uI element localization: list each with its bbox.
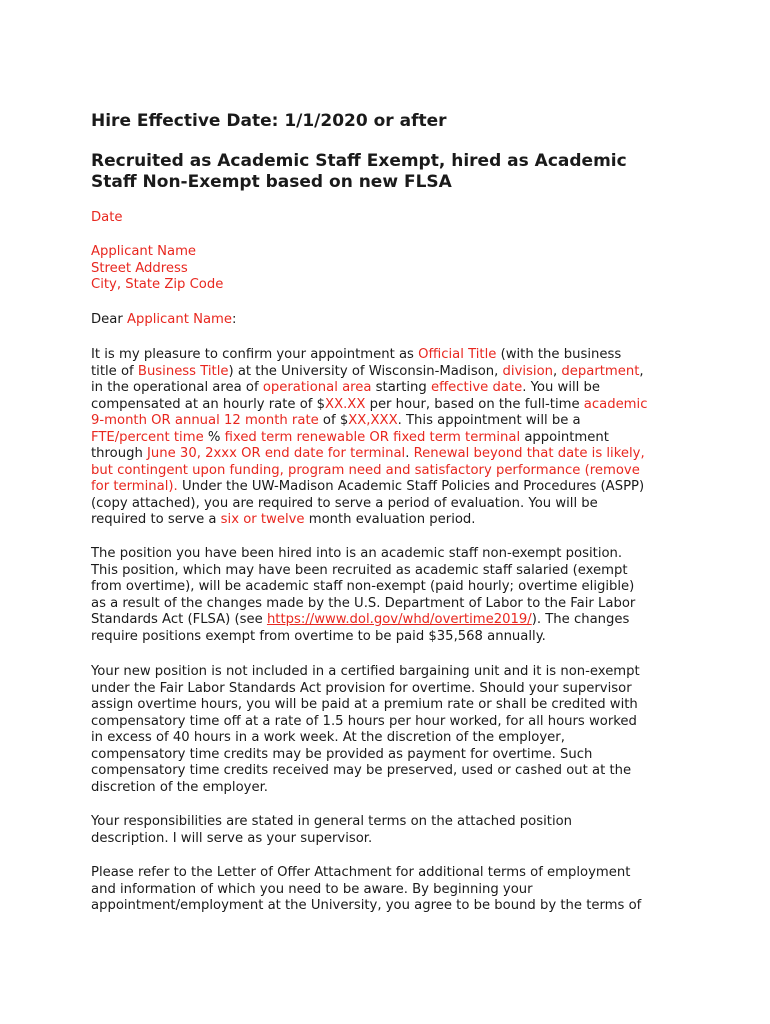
text-run: per hour, based on the full-time bbox=[365, 396, 584, 412]
appointment-paragraph bbox=[91, 347, 691, 529]
effective-date-field: effective date bbox=[430, 380, 523, 395]
flsa-paragraph bbox=[91, 546, 691, 645]
paragraph-line bbox=[91, 430, 691, 447]
paragraph-line bbox=[91, 347, 691, 364]
paragraph-line: description. I will serve as your supervisor. bbox=[91, 830, 373, 846]
text-run: in the operational area of bbox=[91, 380, 263, 395]
text-run: . bbox=[405, 446, 414, 461]
operational-area-field: operational area bbox=[262, 380, 372, 395]
paragraph-line bbox=[91, 364, 691, 381]
responsibilities-paragraph bbox=[91, 814, 691, 847]
overtime-paragraph bbox=[91, 664, 691, 796]
renewal-clause: Renewal beyond that date is likely, bbox=[413, 446, 645, 461]
evaluation-period-field: six or twelve bbox=[220, 512, 305, 527]
paragraph-line: as a result of the changes made by the U.S. Department of Labor to the Fair Labor bbox=[91, 595, 636, 611]
text-run: ). The changes bbox=[531, 612, 630, 627]
paragraph-line: under the Fair Labor Standards Act provision for overtime. Should your supervisor bbox=[91, 680, 632, 696]
paragraph-line: appointment/employment at the University, you agree to be bound by the terms of bbox=[91, 898, 642, 913]
paragraph-line: Your responsibilities are stated in general terms on the attached position bbox=[91, 814, 573, 829]
paragraph-line: compensatory time credits received may be preserved, used or cashed out at the bbox=[91, 763, 632, 778]
annual-rate-field: XX,XXX bbox=[348, 413, 398, 428]
text-run: % bbox=[203, 429, 225, 445]
text-run: . You will be bbox=[522, 380, 600, 395]
renewal-clause: for terminal). bbox=[91, 479, 178, 494]
paragraph-line bbox=[91, 397, 691, 414]
text-run: starting bbox=[371, 380, 431, 395]
applicant-name: Applicant Name bbox=[91, 244, 197, 259]
text-run: through bbox=[91, 446, 148, 461]
text-run: Under the UW-Madison Academic Staff Policies and Procedures (ASPP) bbox=[177, 479, 645, 494]
paragraph-line bbox=[91, 512, 691, 529]
end-date-field: June 30, 2xxx OR end date for terminal bbox=[147, 446, 406, 461]
paragraph-line: require positions exempt from overtime to be paid $35,568 annually. bbox=[91, 628, 546, 644]
text-run: appointment bbox=[520, 429, 609, 445]
paragraph-line bbox=[91, 446, 691, 463]
text-run: , bbox=[639, 363, 644, 379]
dol-overtime-link[interactable]: https://www.dol.gov/whd/overtime2019/ bbox=[266, 612, 532, 627]
text-run: Standards Act (FLSA) (see bbox=[91, 612, 267, 627]
paragraph-line: The position you have been hired into is an academic staff non-exempt position. bbox=[91, 546, 623, 561]
paragraph-line: from overtime), will be academic staff non-exempt (paid hourly; overtime eligible) bbox=[91, 579, 635, 594]
paragraph-line: assign overtime hours, you will be paid at a premium rate or shall be credited with bbox=[91, 697, 638, 712]
paragraph-line bbox=[91, 479, 691, 496]
fte-field: FTE/percent time bbox=[91, 429, 204, 445]
subtitle-line-1: Recruited as Academic Staff Exempt, hired as Academic bbox=[91, 151, 627, 171]
subtitle-line-2: Staff Non-Exempt based on new FLSA bbox=[91, 172, 452, 192]
paragraph-line: Please refer to the Letter of Offer Attachment for additional terms of employment bbox=[91, 865, 631, 880]
rate-basis-field: academic bbox=[583, 396, 648, 412]
official-title-field: Official Title bbox=[418, 347, 497, 362]
hourly-rate-field: XX.XX bbox=[325, 396, 366, 412]
salutation-name: Applicant Name bbox=[126, 312, 233, 327]
text-run: , bbox=[553, 363, 562, 379]
text-run: . This appointment will be a bbox=[397, 413, 581, 428]
division-field: division bbox=[502, 363, 553, 379]
paragraph-line: and information of which you need to be aware. By beginning your bbox=[91, 881, 533, 897]
text-run: month evaluation period. bbox=[304, 512, 476, 527]
hire-effective-date-heading: Hire Effective Date: 1/1/2020 or after bbox=[91, 111, 447, 131]
paragraph-line bbox=[91, 413, 691, 430]
paragraph-line bbox=[91, 380, 691, 397]
text-run: of $ bbox=[318, 413, 349, 428]
appointment-type-field: fixed term renewable OR fixed term terminal bbox=[224, 429, 521, 445]
text-run: title of bbox=[91, 363, 138, 379]
date-placeholder: Date bbox=[91, 210, 123, 225]
business-title-field: Business Title bbox=[137, 363, 229, 379]
salutation-suffix: : bbox=[232, 312, 237, 327]
paragraph-line: in excess of 40 hours in a work week. At the discretion of the employer, bbox=[91, 730, 565, 745]
text-run: required to serve a bbox=[91, 512, 221, 527]
rate-basis-field: 9-month OR annual 12 month rate bbox=[91, 413, 319, 428]
paragraph-line: compensatory time credits may be provided as payment for overtime. Such bbox=[91, 746, 593, 762]
attachment-paragraph bbox=[91, 865, 691, 915]
paragraph-line: (copy attached), you are required to serve a period of evaluation. You will be bbox=[91, 495, 598, 511]
salutation bbox=[91, 312, 236, 329]
paragraph-line: Your new position is not included in a certified bargaining unit and it is non-exempt bbox=[91, 664, 640, 679]
letter-subtitle bbox=[91, 151, 691, 193]
text-run: It is my pleasure to confirm your appointment as bbox=[91, 347, 419, 362]
paragraph-line bbox=[91, 612, 691, 629]
paragraph-line: compensatory time off at a rate of 1.5 hours per hour worked, for all hours worked bbox=[91, 713, 637, 729]
text-run: compensated at an hourly rate of $ bbox=[91, 396, 326, 412]
recipient-address bbox=[91, 244, 223, 294]
text-run: (with the business bbox=[496, 347, 622, 362]
renewal-clause: but contingent upon funding, program need and satisfactory performance (remove bbox=[91, 462, 640, 478]
paragraph-line: discretion of the employer. bbox=[91, 779, 268, 795]
salutation-prefix: Dear bbox=[91, 312, 127, 327]
text-run: ) at the University of Wisconsin-Madison, bbox=[228, 363, 503, 379]
paragraph-line: This position, which may have been recruited as academic staff salaried (exempt bbox=[91, 562, 628, 578]
department-field: department bbox=[561, 363, 640, 379]
street-address: Street Address bbox=[91, 260, 188, 276]
city-state-zip: City, State Zip Code bbox=[91, 277, 224, 292]
